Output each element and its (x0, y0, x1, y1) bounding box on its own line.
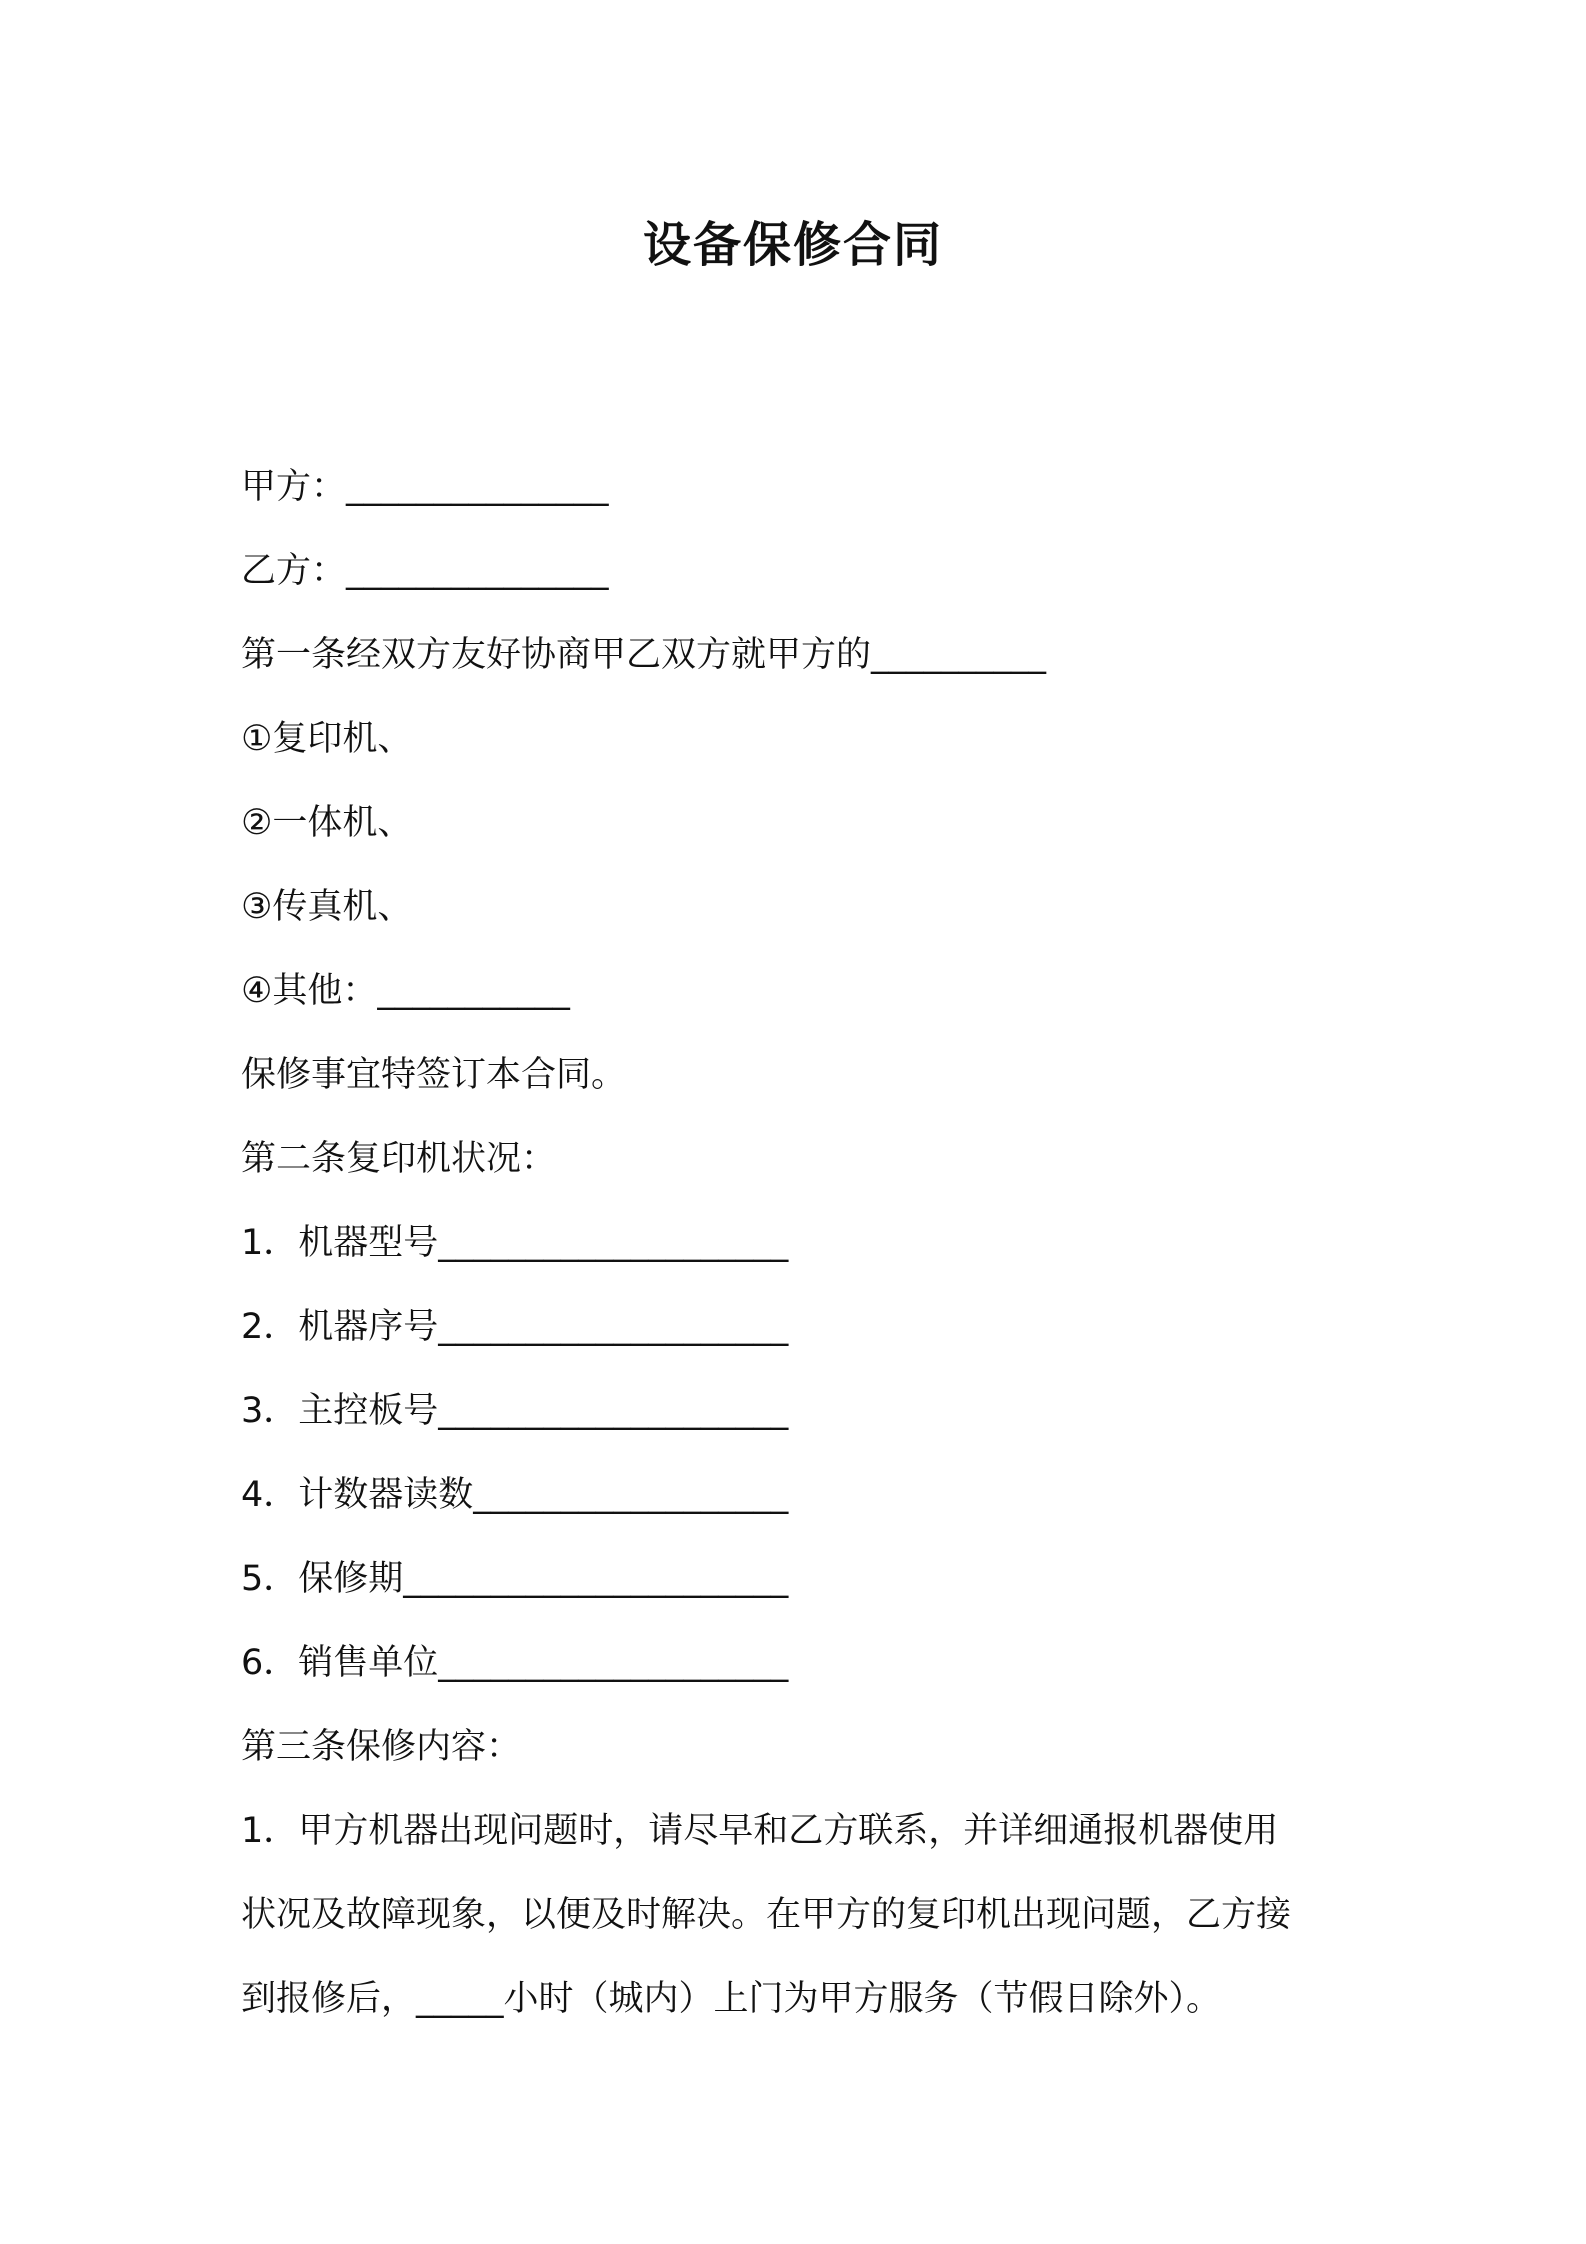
document-title: 设备保修合同 (642, 217, 943, 273)
warranty-period-line: 5．保修期______________________ (241, 1559, 789, 1599)
counter-reading-line: 4．计数器读数__________________ (241, 1475, 789, 1515)
machine-model-line: 1．机器型号____________________ (241, 1223, 789, 1263)
article-1-line: 第一条经双方友好协商甲乙双方就甲方的__________ (241, 635, 1047, 675)
article-3-paragraph-line-2: 状况及故障现象，以便及时解决。在甲方的复印机出现问题，乙方接 (241, 1895, 1292, 1935)
document-body (241, 445, 1361, 2041)
article-2-heading: 第二条复印机状况： (241, 1139, 557, 1179)
party-b-line: 乙方：_______________ (241, 551, 609, 591)
article-3-paragraph-line-1: 1．甲方机器出现问题时，请尽早和乙方联系，并详细通报机器使用 (241, 1811, 1279, 1851)
article-3-paragraph-line-3: 到报修后，_____小时（城内）上门为甲方服务（节假日除外）。 (241, 1979, 1222, 2019)
article-1-closing: 保修事宜特签订本合同。 (241, 1055, 627, 1095)
sales-unit-line: 6．销售单位____________________ (241, 1643, 789, 1683)
option-fax: ③传真机、 (241, 887, 413, 927)
option-copier: ①复印机、 (241, 719, 413, 759)
mainboard-number-line: 3．主控板号____________________ (241, 1391, 789, 1431)
machine-serial-line: 2．机器序号____________________ (241, 1307, 789, 1347)
party-a-line: 甲方：_______________ (241, 467, 609, 507)
article-3-heading: 第三条保修内容： (241, 1727, 522, 1767)
option-other: ④其他：___________ (241, 971, 570, 1011)
option-all-in-one: ②一体机、 (241, 803, 413, 843)
